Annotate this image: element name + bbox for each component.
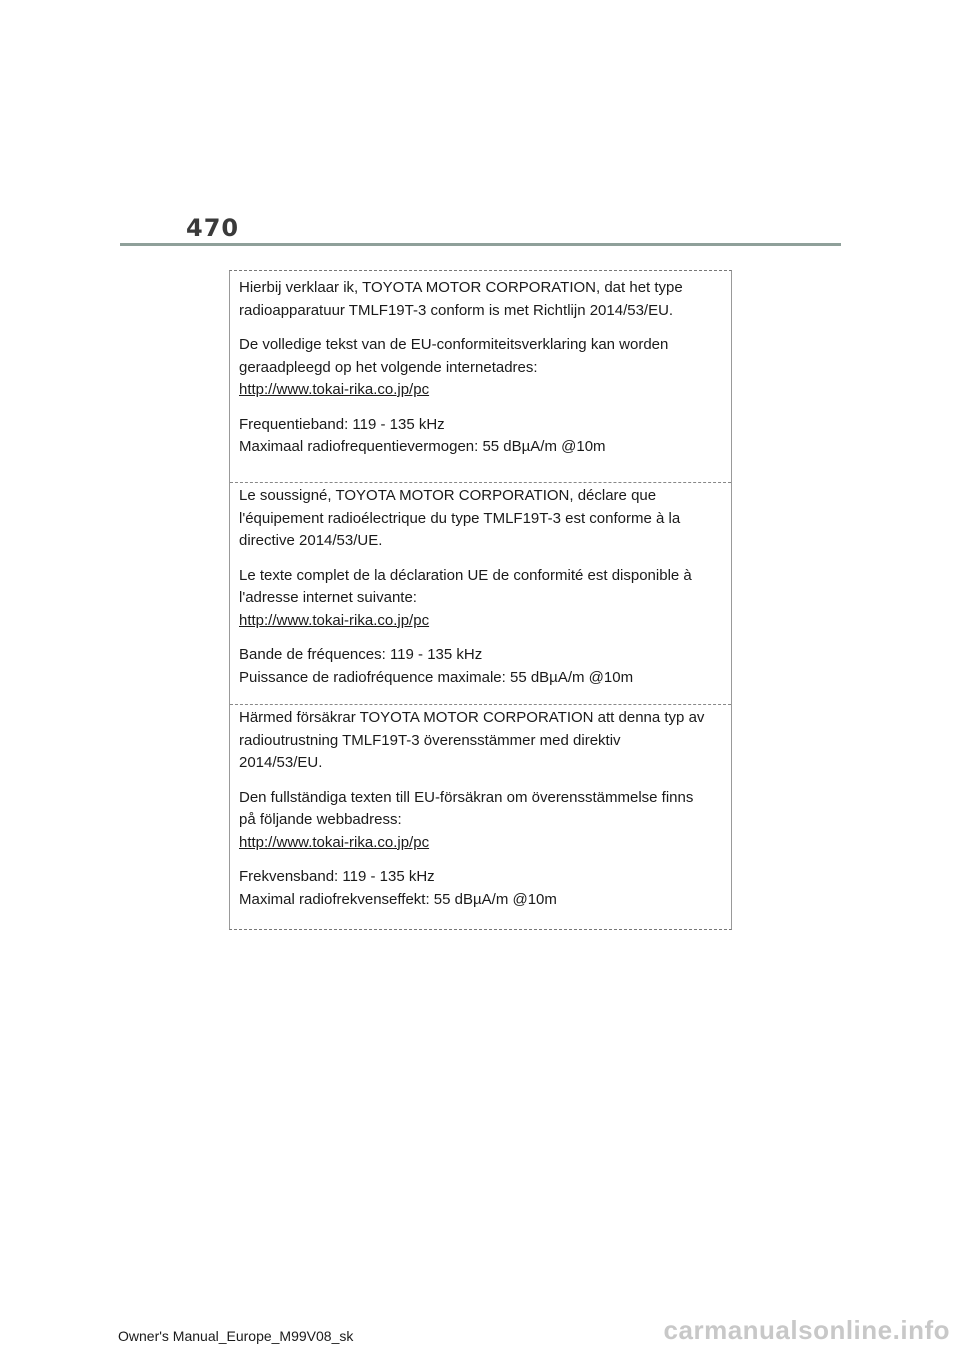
fulltext-paragraph bbox=[239, 565, 707, 633]
text-line: Hierbij verklaar ik, TOYOTA MOTOR CORPORATION, dat het type bbox=[239, 279, 683, 296]
text-line: radioutrustning TMLF19T-3 överensstämmer med direktiv bbox=[239, 731, 621, 749]
text-line: Puissance de radiofréquence maximale: 55 dBµA/m @10m bbox=[239, 668, 634, 686]
text-line: l'équipement radioélectrique du type TMLF19T-3 est conforme à la bbox=[239, 509, 681, 527]
text-line: Frekvensband: 119 - 135 kHz bbox=[239, 868, 435, 885]
text-line: Härmed försäkrar TOYOTA MOTOR CORPORATION att denna typ av bbox=[239, 709, 705, 726]
text-line: Frequentieband: 119 - 135 kHz bbox=[239, 415, 445, 433]
declaration-swedish bbox=[230, 704, 731, 923]
statement-paragraph bbox=[239, 707, 707, 775]
manual-footer: Owner's Manual_Europe_M99V08_sk bbox=[118, 1328, 354, 1344]
statement-paragraph bbox=[239, 485, 707, 553]
fulltext-paragraph bbox=[239, 787, 707, 855]
website-link[interactable]: http://www.tokai-rika.co.jp/pc bbox=[239, 833, 430, 851]
text-line: directive 2014/53/UE. bbox=[239, 532, 383, 549]
text-line: De volledige tekst van de EU-conformiteitsverklaring kan worden bbox=[239, 336, 669, 353]
text-line: Le soussigné, TOYOTA MOTOR CORPORATION, déclare que bbox=[239, 487, 657, 504]
fulltext-paragraph bbox=[239, 334, 707, 402]
declaration-french bbox=[230, 482, 731, 701]
text-line: Den fullständiga texten till EU-försäkran om överensstämmelse finns bbox=[239, 788, 694, 806]
text-line: på följande webbadress: bbox=[239, 811, 402, 828]
header-rule bbox=[120, 243, 841, 246]
watermark-logo: carmanualsonline.info bbox=[663, 1315, 950, 1345]
declaration-dutch bbox=[230, 277, 731, 471]
text-line: l'adresse internet suivante: bbox=[239, 589, 417, 606]
website-link[interactable]: http://www.tokai-rika.co.jp/pc bbox=[239, 611, 430, 629]
text-line: Bande de fréquences: 119 - 135 kHz bbox=[239, 646, 483, 663]
frequency-paragraph bbox=[239, 644, 707, 689]
page-number: 470 bbox=[186, 214, 240, 242]
declaration-scan bbox=[229, 270, 732, 930]
text-line: Le texte complet de la déclaration UE de conformité est disponible à bbox=[239, 566, 692, 584]
text-line: radioapparatuur TMLF19T-3 conform is met Richtlijn 2014/53/EU. bbox=[239, 301, 674, 319]
statement-paragraph bbox=[239, 277, 707, 322]
text-line: geraadpleegd op het volgende internetadres: bbox=[239, 358, 538, 376]
text-line: Maximal radiofrekvenseffekt: 55 dBµA/m @10m bbox=[239, 890, 557, 908]
frequency-paragraph bbox=[239, 414, 707, 459]
frequency-paragraph bbox=[239, 866, 707, 911]
text-line: 2014/53/EU. bbox=[239, 754, 323, 771]
website-link[interactable]: http://www.tokai-rika.co.jp/pc bbox=[239, 381, 430, 398]
text-line: Maximaal radiofrequentievermogen: 55 dBµA/m @10m bbox=[239, 438, 606, 455]
